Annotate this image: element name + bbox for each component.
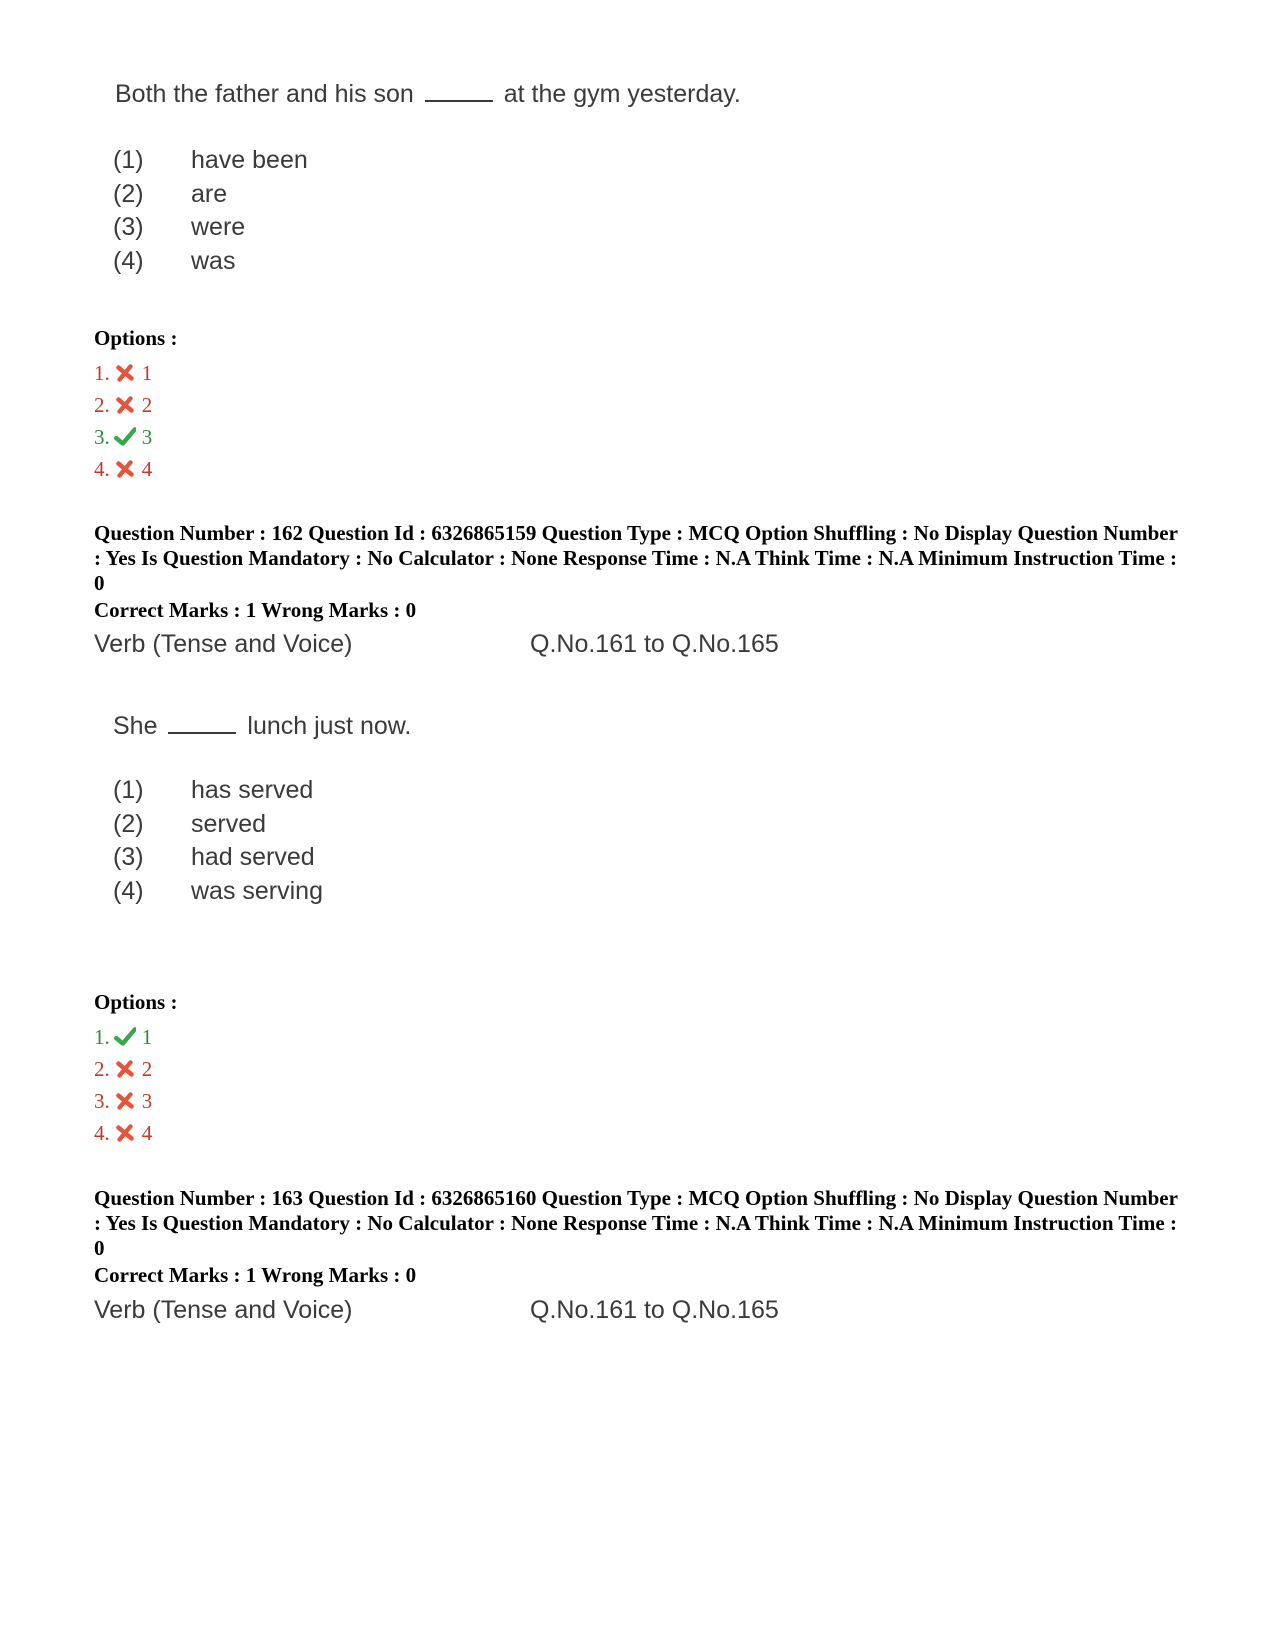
q163-section-title: Verb (Tense and Voice) <box>94 1296 353 1324</box>
q162-option-1 <box>94 1022 152 1052</box>
choice-text: had served <box>191 843 315 871</box>
q161-choice-4 <box>113 247 235 281</box>
q162-question-before: She <box>113 712 158 740</box>
q161-option-1 <box>94 358 152 388</box>
check-icon <box>114 1026 136 1048</box>
cross-icon <box>114 458 136 480</box>
cross-icon <box>114 1058 136 1080</box>
q162-choice-2 <box>113 810 266 844</box>
check-icon <box>114 426 136 448</box>
choice-number: (3) <box>113 843 144 871</box>
option-value: 3 <box>141 1088 153 1113</box>
q163-marks: Correct Marks : 1 Wrong Marks : 0 <box>94 1263 417 1287</box>
q161-question-text <box>115 80 741 109</box>
option-index: 3. <box>94 1088 110 1113</box>
cross-icon <box>114 362 136 384</box>
option-value: 3 <box>141 424 153 449</box>
option-value: 2 <box>141 1056 153 1081</box>
q162-choice-3 <box>113 843 315 877</box>
q163-section-row <box>94 1296 779 1325</box>
choice-text: were <box>191 213 246 241</box>
q161-option-4 <box>94 454 152 484</box>
option-index: 2. <box>94 1056 110 1081</box>
option-value: 1 <box>141 1024 153 1049</box>
choice-text: have been <box>191 146 308 174</box>
cross-icon <box>114 1122 136 1144</box>
q161-question-after: at the gym yesterday. <box>503 80 741 108</box>
option-index: 1. <box>94 360 110 385</box>
choice-number: (1) <box>113 776 144 804</box>
q162-choice-1 <box>113 776 313 810</box>
option-index: 4. <box>94 1120 110 1145</box>
q162-question-text <box>113 712 411 741</box>
q163-question-range: Q.No.161 to Q.No.165 <box>530 1296 779 1324</box>
q161-question-before: Both the father and his son <box>115 80 414 108</box>
choice-number: (2) <box>113 180 144 208</box>
q162-answer-blank <box>168 712 236 734</box>
q162-question-range: Q.No.161 to Q.No.165 <box>530 630 779 658</box>
choice-text: was serving <box>191 877 323 905</box>
q162-section-row <box>94 630 779 659</box>
choice-text: served <box>191 810 267 838</box>
choice-number: (2) <box>113 810 144 838</box>
q162-options-heading: Options : <box>94 990 178 1014</box>
cross-icon <box>114 394 136 416</box>
q161-answer-blank <box>425 80 493 102</box>
choice-text: are <box>191 180 228 208</box>
choice-text: has served <box>191 776 314 804</box>
q162-choice-4 <box>113 877 323 911</box>
q161-options-heading: Options : <box>94 326 178 350</box>
q162-marks: Correct Marks : 1 Wrong Marks : 0 <box>94 598 417 622</box>
option-index: 4. <box>94 456 110 481</box>
q162-option-4 <box>94 1118 152 1148</box>
q162-option-3 <box>94 1086 152 1116</box>
option-index: 3. <box>94 424 110 449</box>
option-index: 2. <box>94 392 110 417</box>
q161-choice-3 <box>113 213 245 247</box>
choice-text: was <box>191 247 236 275</box>
option-value: 4 <box>141 1120 153 1145</box>
q163-metadata: Question Number : 163 Question Id : 6326865160 Question Type : MCQ Option Shuffling : No Display Question Number : Yes Is Question Mandatory : No Calculator : None Response Time : N.A Think Time : N.A Minimum Instruction Time : 0 <box>94 1186 1178 1260</box>
option-value: 4 <box>141 456 153 481</box>
choice-number: (4) <box>113 247 144 275</box>
q161-choice-2 <box>113 180 227 214</box>
option-value: 2 <box>141 392 153 417</box>
q162-section-title: Verb (Tense and Voice) <box>94 630 353 658</box>
q162-question-after: lunch just now. <box>247 712 412 740</box>
q162-metadata: Question Number : 162 Question Id : 6326865159 Question Type : MCQ Option Shuffling : No Display Question Number : Yes Is Question Mandatory : No Calculator : None Response Time : N.A Think Time : N.A Minimum Instruction Time : 0 <box>94 521 1178 595</box>
q161-choice-1 <box>113 146 308 180</box>
q161-option-2 <box>94 390 152 420</box>
q162-option-2 <box>94 1054 152 1084</box>
q161-option-3 <box>94 422 152 452</box>
choice-number: (1) <box>113 146 144 174</box>
choice-number: (3) <box>113 213 144 241</box>
option-index: 1. <box>94 1024 110 1049</box>
choice-number: (4) <box>113 877 144 905</box>
option-value: 1 <box>141 360 153 385</box>
cross-icon <box>114 1090 136 1112</box>
